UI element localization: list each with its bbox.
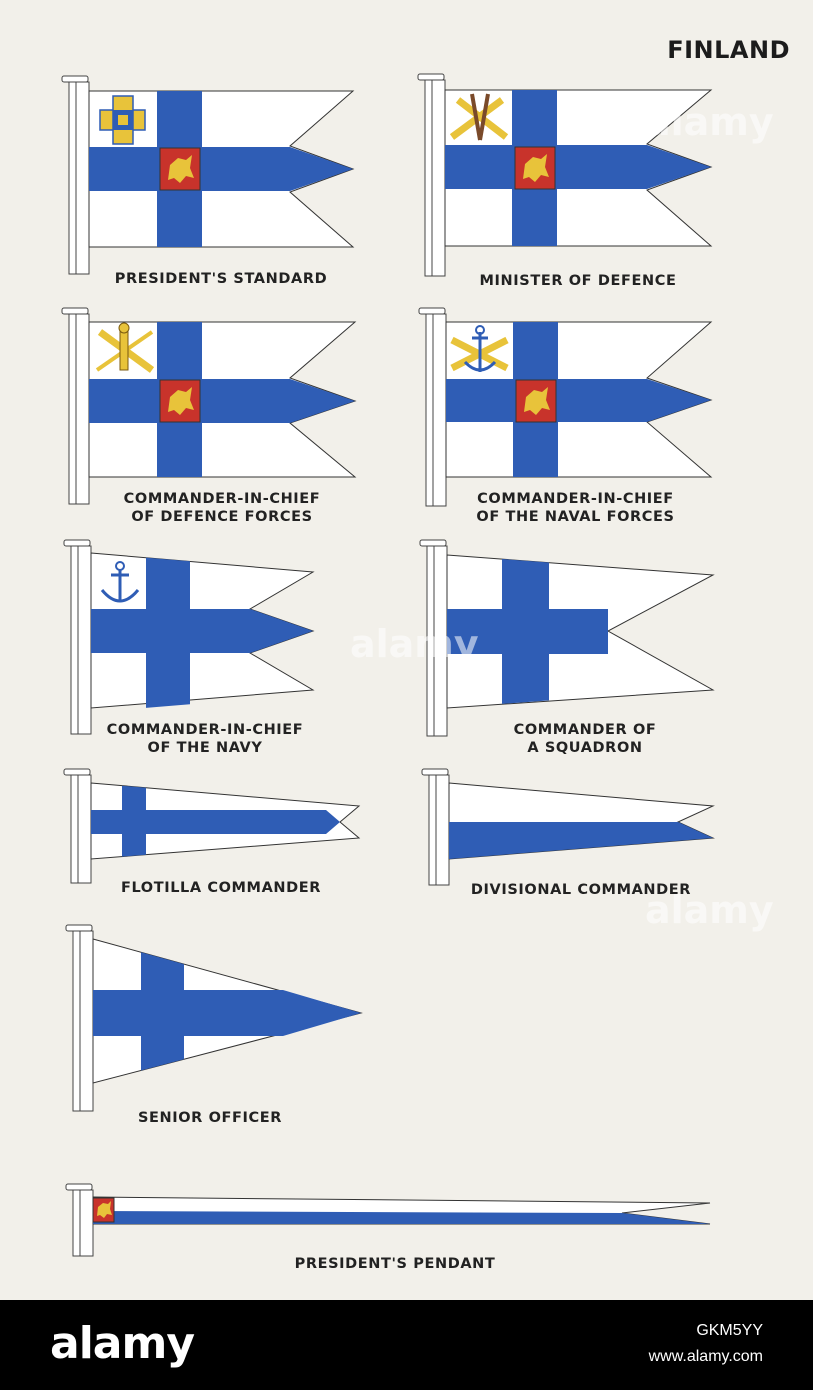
flagpole: [422, 769, 449, 885]
flagpole: [66, 1184, 93, 1256]
caption-minister-of-defence: MINISTER OF DEFENCE: [479, 273, 677, 289]
coat-of-arms-icon: [93, 1198, 114, 1222]
watermark-text: alamy: [645, 888, 774, 932]
cross-horizontal: [89, 379, 355, 423]
flag-flotilla-commander: [64, 769, 359, 883]
stock-url: www.alamy.com: [648, 1348, 763, 1365]
coat-of-arms-icon: [515, 147, 555, 189]
caption-flotilla-commander: FLOTILLA COMMANDER: [120, 880, 322, 896]
flagpole: [62, 308, 89, 504]
caption-commander-of-squadron: COMMANDER OF A SQUADRON: [513, 722, 657, 756]
coat-of-arms-icon: [516, 380, 556, 422]
caption-senior-officer: SENIOR OFFICER: [137, 1110, 283, 1126]
caption-presidents-standard: PRESIDENT'S STANDARD: [114, 271, 328, 287]
watermark-text: alamy: [350, 622, 479, 666]
caption-c-in-c-navy: COMMANDER-IN-CHIEF OF THE NAVY: [106, 722, 304, 756]
flagpole: [418, 74, 445, 276]
flag-divisional-commander: [422, 769, 713, 885]
flagpole: [66, 925, 93, 1111]
flag-presidents-pendant: [66, 1184, 710, 1256]
flagpole: [62, 76, 89, 274]
caption-c-in-c-naval-forces: COMMANDER-IN-CHIEF OF THE NAVAL FORCES: [476, 491, 675, 525]
brand-logo: alamy: [50, 1318, 194, 1369]
flag-c-in-c-naval-forces: [419, 308, 711, 506]
watermark-text: alamy: [645, 100, 774, 144]
caption-divisional-commander: DIVISIONAL COMMANDER: [470, 882, 692, 898]
cross-horizontal: [91, 810, 340, 834]
cross-horizontal: [93, 990, 361, 1036]
flagpole: [419, 308, 446, 506]
caption-c-in-c-defence-forces: COMMANDER-IN-CHIEF OF DEFENCE FORCES: [123, 491, 321, 525]
caption-presidents-pendant: PRESIDENT'S PENDANT: [294, 1256, 496, 1272]
cross-horizontal: [446, 379, 711, 422]
stock-footer: [0, 1300, 813, 1390]
flag-c-in-c-defence-forces: [62, 308, 355, 504]
cross-horizontal: [445, 145, 711, 189]
cross-horizontal: [89, 147, 353, 191]
flag-c-in-c-navy: [64, 540, 313, 734]
flagpole: [64, 540, 91, 734]
coat-of-arms-icon: [160, 380, 200, 422]
flag-senior-officer: [66, 925, 361, 1111]
page-title: FINLAND: [667, 36, 790, 64]
coat-of-arms-icon: [160, 148, 200, 190]
blue-lower-half: [449, 822, 713, 859]
flag-presidents-standard: [62, 76, 353, 274]
cross-horizontal: [91, 609, 313, 653]
stock-id: GKM5YY: [696, 1322, 763, 1339]
flagpole: [64, 769, 91, 883]
